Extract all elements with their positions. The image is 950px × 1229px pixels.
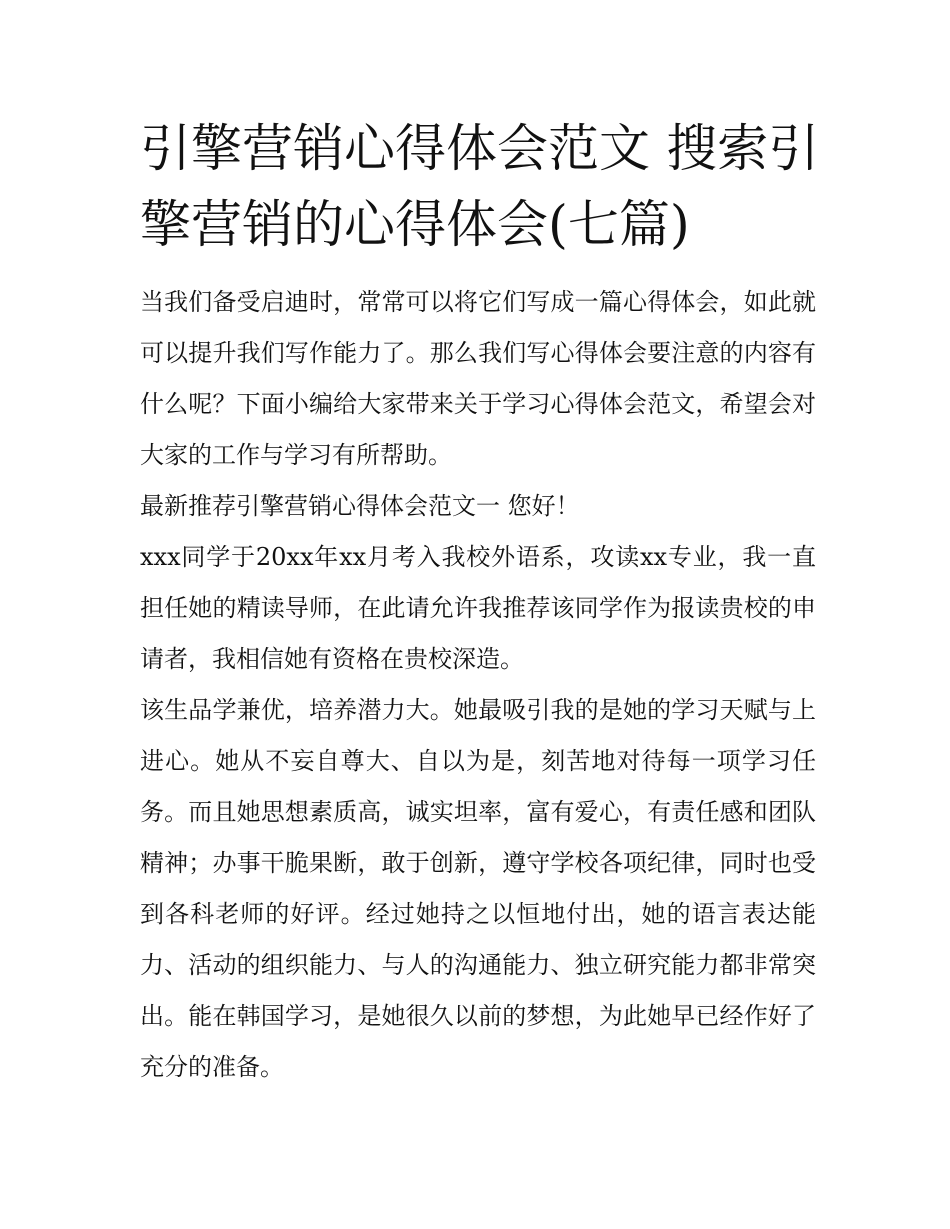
document-title: 引擎营销心得体会范文 搜索引擎营销的心得体会(七篇): [140, 120, 820, 255]
paragraph-recommendation: xxx同学于20xx年xx月考入我校外语系，攻读xx专业，我一直担任她的精读导师，在此请允许我推荐该同学作为报读贵校的申请者，我相信她有资格在贵校深造。: [140, 543, 816, 673]
paragraph-intro: 当我们备受启迪时，常常可以将它们写成一篇心得体会，如此就可以提升我们写作能力了。那么我们写心得体会要注意的内容有什么呢？下面小编给大家带来关于学习心得体会范文，希望会对大家的工作与学习有所帮助。: [140, 288, 816, 469]
paragraph-heading-one: 最新推荐引擎营销心得体会范文一 您好！: [140, 492, 580, 520]
document-body: [140, 277, 816, 1093]
paragraph-evaluation: 该生品学兼优，培养潜力大。她最吸引我的是她的学习天赋与上进心。她从不妄自尊大、自以为是，刻苦地对待每一项学习任务。而且她思想素质高，诚实坦率，富有爱心，有责任感和团队精神；办事干脆果断，敢于创新，遵守学校各项纪律，同时也受到各科老师的好评。经过她持之以恒地付出，她的语言表达能力、活动的组织能力、与人的沟通能力、独立研究能力都非常突出。能在韩国学习，是她很久以前的梦想，为此她早已经作好了充分的准备。: [140, 696, 816, 1081]
